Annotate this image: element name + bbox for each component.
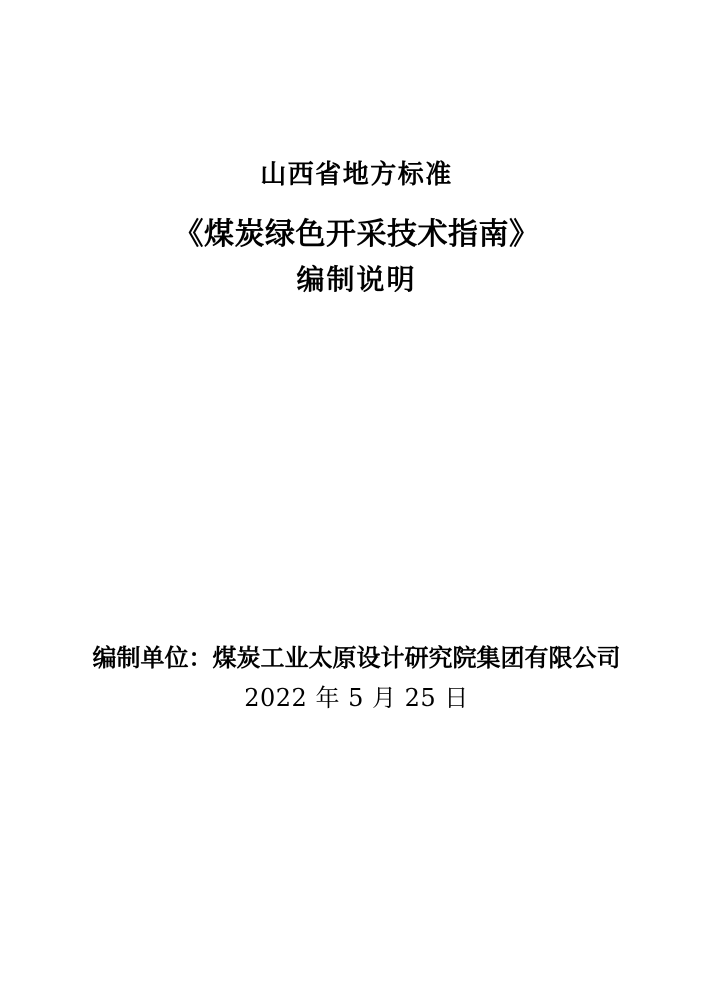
standard-category-heading: 山西省地方标准 bbox=[260, 160, 453, 190]
publication-date: 2022 年 5 月 25 日 bbox=[244, 684, 469, 712]
compiler-organization-line: 编制单位：煤炭工业太原设计研究院集团有限公司 bbox=[92, 644, 621, 672]
document-subtitle: 编制说明 bbox=[296, 263, 417, 296]
document-title: 《煤炭绿色开采技术指南》 bbox=[173, 217, 540, 252]
